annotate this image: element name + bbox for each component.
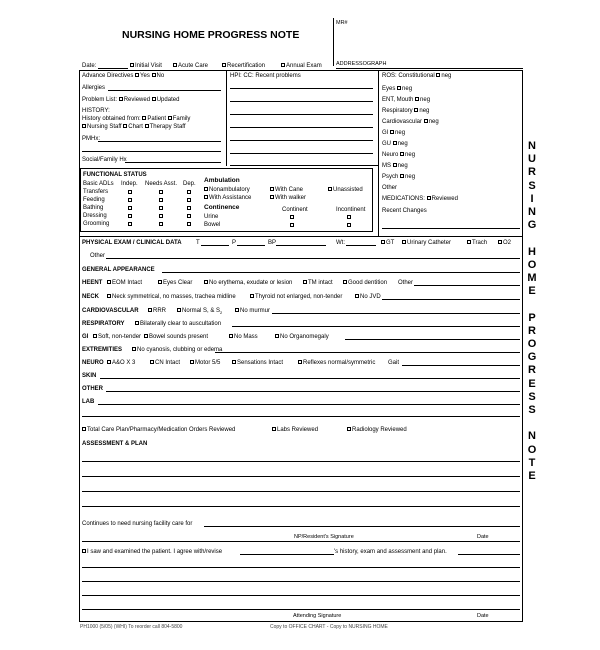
ros-constitutional: ROS: Constitutional neg [382, 73, 452, 79]
mr-divider [333, 18, 334, 66]
history-from: History obtained from: Patient Family [82, 116, 191, 122]
ros-resp: Respiratory neg [382, 108, 430, 114]
visit-acute[interactable]: Acute Care [173, 63, 208, 69]
medications: MEDICATIONS: Reviewed [382, 196, 458, 202]
date-label: Date: [82, 63, 97, 69]
needs-asst-checkboxes[interactable] [159, 189, 165, 229]
functional-status-title: FUNCTIONAL STATUS [83, 172, 147, 178]
history-label: HISTORY: [82, 108, 110, 114]
ros-other: Other [382, 185, 398, 191]
pmhx-label: PMHx: [82, 136, 100, 142]
attestation[interactable]: I saw and examined the patient. I agree with/revise [82, 549, 222, 555]
ros-ms: MS neg [382, 163, 408, 169]
social-family-field[interactable] [125, 162, 221, 163]
date-field[interactable] [98, 68, 128, 69]
pmhx-field-1[interactable] [98, 141, 221, 142]
addressograph-label: ADDRESSOGRAPH [336, 61, 387, 67]
side-vertical-title: N U R S I N G H O M E P R O G R E S S N O T E [527, 140, 537, 483]
allergies-label: Allergies [82, 85, 106, 91]
assessment-plan-title: ASSESSMENT & PLAN [82, 441, 148, 447]
visit-annual[interactable]: Annual Exam [281, 63, 322, 69]
ros-cardio: Cardiovascular neg [382, 119, 439, 125]
recent-changes: Recent Changes [382, 208, 427, 214]
indep-checkboxes[interactable] [128, 189, 134, 229]
ros-neuro: Neuro neg [382, 152, 416, 158]
continence-title: Continence [204, 204, 240, 211]
ros-ent: ENT, Mouth neg [382, 97, 431, 103]
mr-label: MR# [336, 20, 348, 26]
visit-recert[interactable]: Recertification [222, 63, 265, 69]
general-appearance: GENERAL APPEARANCE [82, 267, 155, 273]
footer-copy: Copy to OFFICE CHART - Copy to NURSING HOME [270, 624, 388, 630]
continues-care: Continues to need nursing facility care for [82, 521, 193, 527]
hpi-label: HPI: CC: Recent problems [230, 73, 301, 79]
dep-checkboxes[interactable] [187, 189, 193, 229]
ros-gi: GI neg [382, 130, 406, 136]
physical-exam-label: PHYSICAL EXAM / CLINICAL DATA [82, 240, 182, 246]
ros-eyes: Eyes neg [382, 86, 413, 92]
ambulation-title: Ambulation [204, 177, 240, 184]
advance-directives: Advance Directives Yes No [82, 73, 165, 79]
ros-gu: GU neg [382, 141, 408, 147]
visit-initial[interactable]: Initial Visit [130, 63, 162, 69]
ros-psych: Psych neg [382, 174, 416, 180]
allergies-field[interactable] [108, 90, 221, 91]
form-title: NURSING HOME PROGRESS NOTE [122, 29, 300, 41]
problem-list: Problem List: Reviewed Updated [82, 97, 180, 103]
pmhx-field-2[interactable] [82, 151, 221, 152]
history-from-2: Nursing Staff Chart Therapy Staff [82, 124, 186, 130]
social-family-label: Social/Family Hx [82, 157, 127, 163]
footer-reorder: PH1000 (5/05) (WHI) To reorder call 804-5800 [80, 624, 183, 630]
